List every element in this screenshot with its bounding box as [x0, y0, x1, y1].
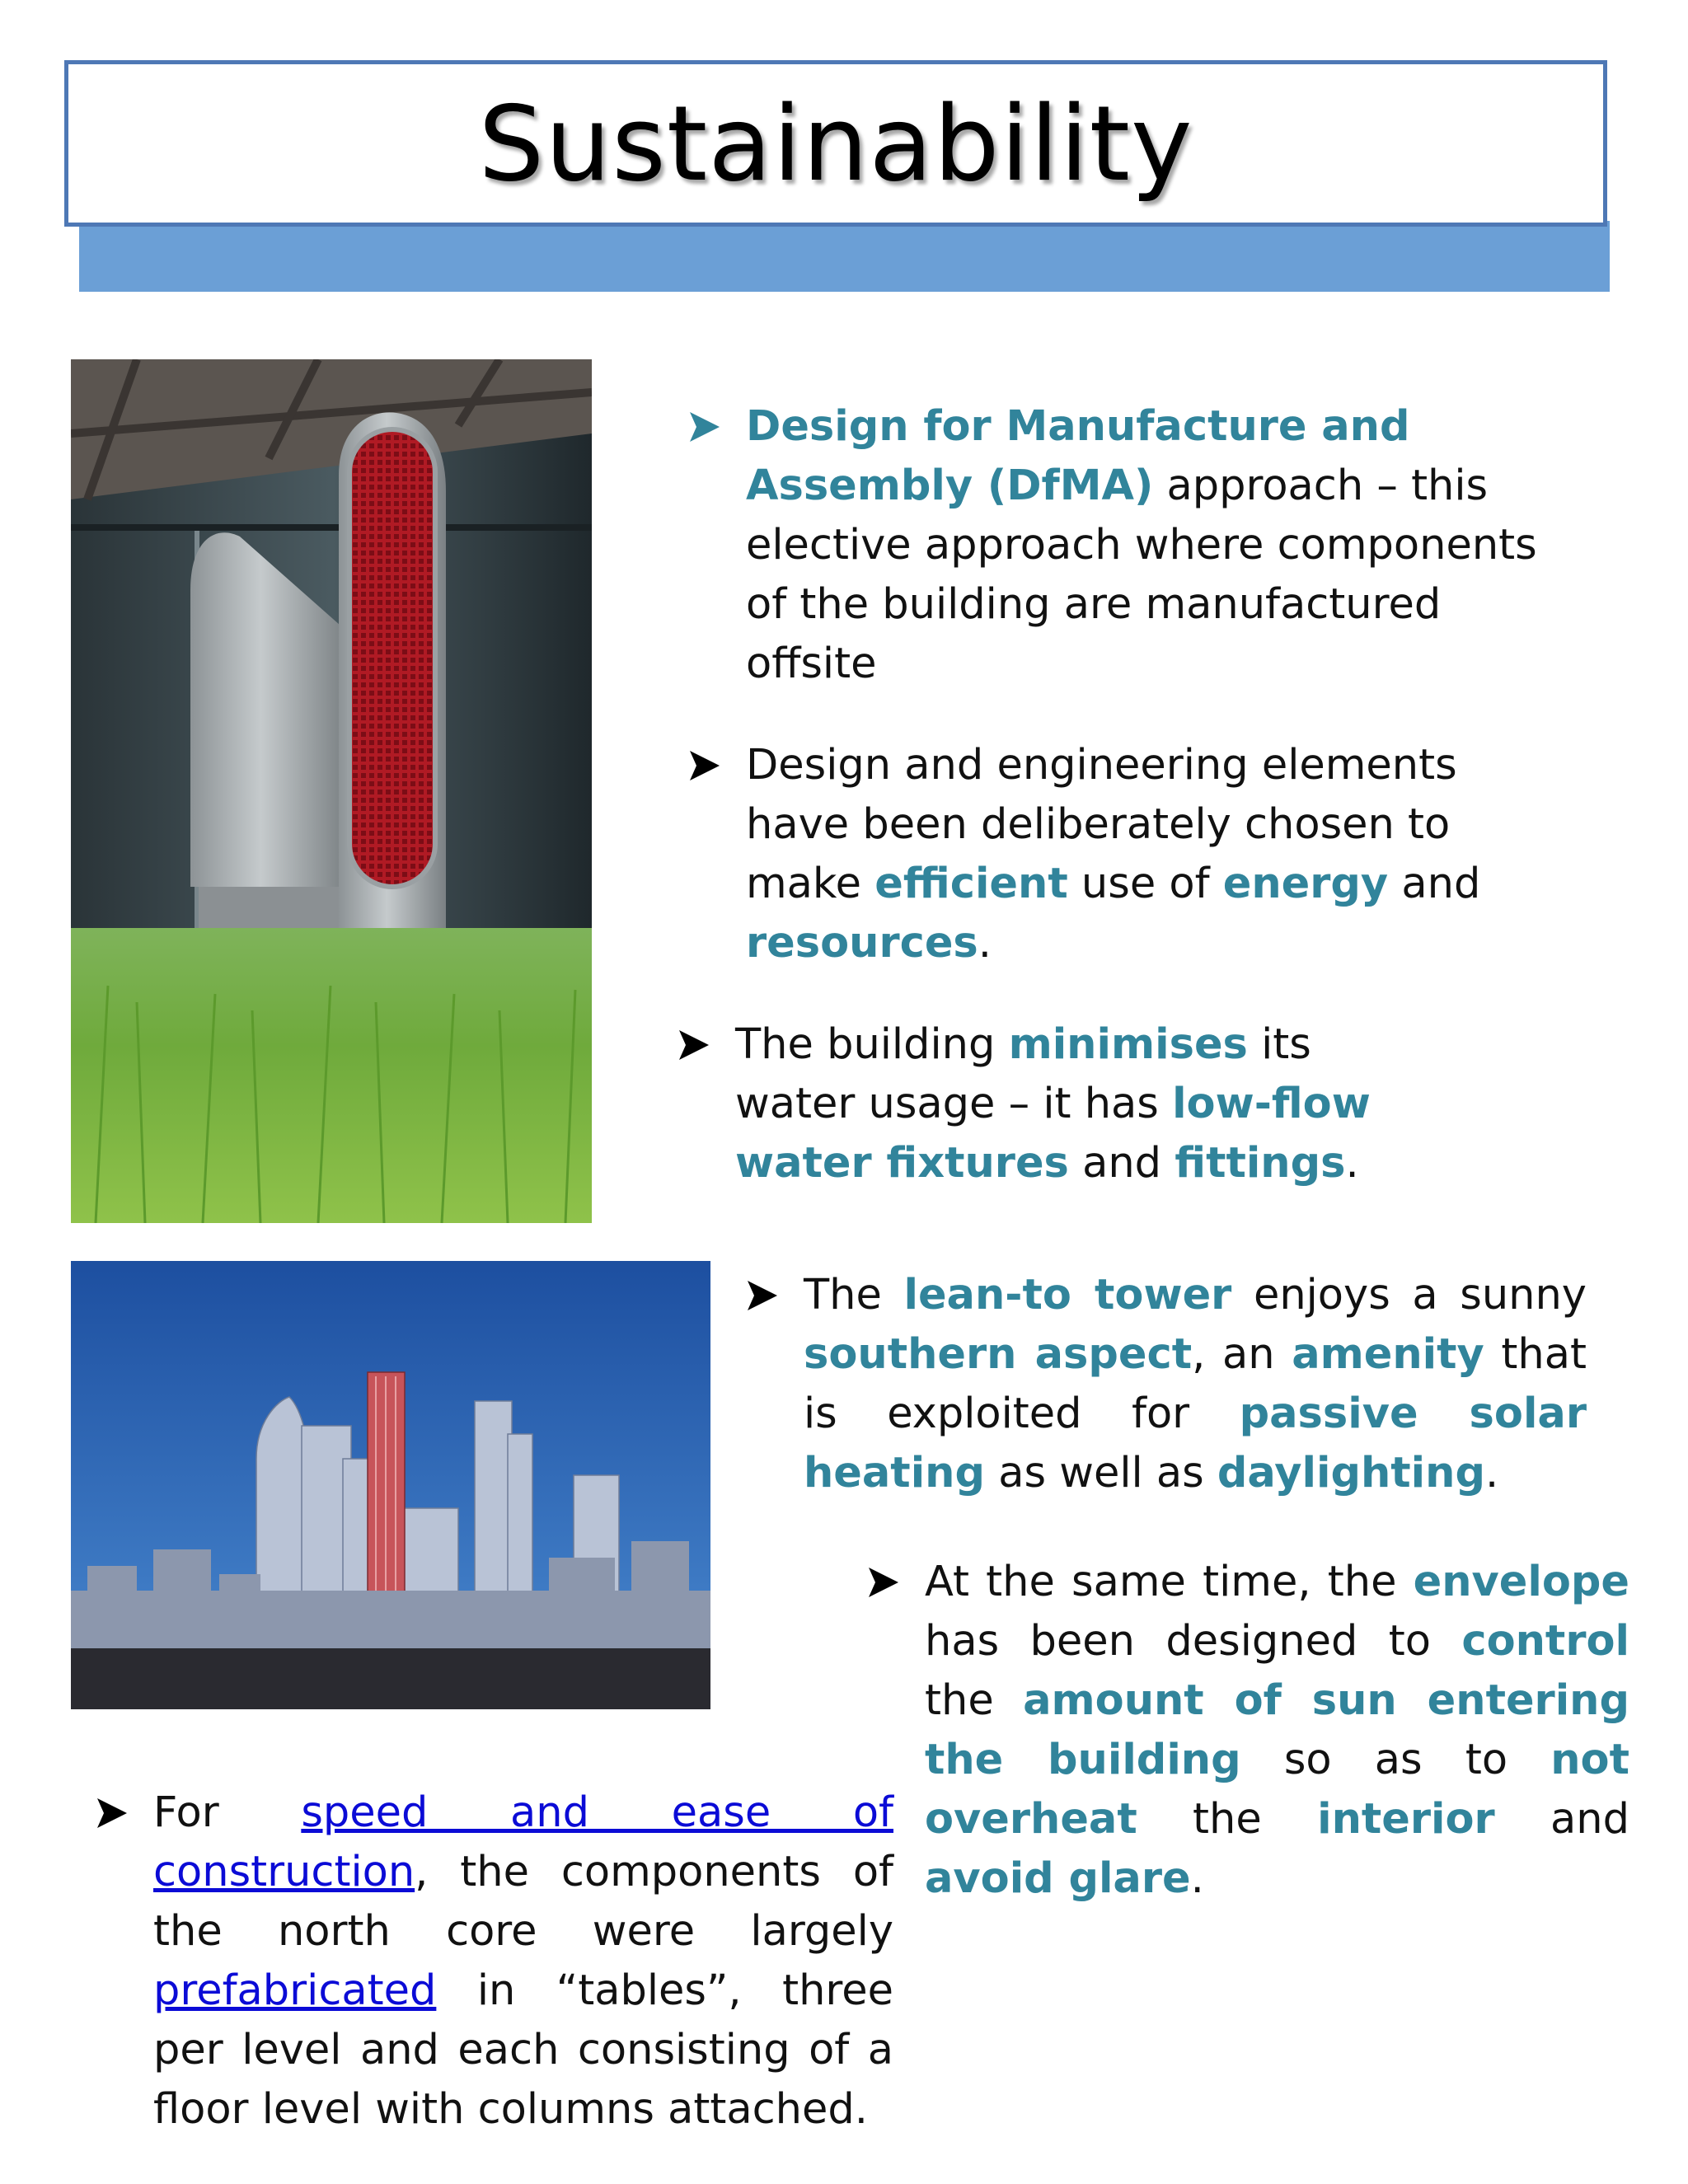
title-band	[79, 221, 1610, 292]
speed-construction-link[interactable]: speed and ease of construction	[153, 1788, 893, 1896]
page-title: Sustainability	[478, 82, 1193, 204]
bullet-construction: For speed and ease of construction, the components of the north core were largely prefabricated in “tables”, three per level and each consisting of a floor level with columns attached.	[153, 1783, 893, 2139]
bullet-dfma: Design for Manufacture and Assembly (DfMA) approach – this elective approach where components of the building are manufactured offsite	[746, 397, 1570, 694]
bullet-envelope: At the same time, the envelope has been designed to control the amount of sun entering the building so as to not overheat the interior and avoid glare.	[925, 1553, 1629, 1909]
bullet-water-usage: The building minimises its water usage – it has low-flow water fixtures and fittings.	[735, 1015, 1395, 1193]
arrowhead-bullet-icon	[676, 1015, 719, 1075]
ventilation-cowls-photo	[71, 359, 592, 1223]
title-box	[64, 60, 1607, 227]
arrowhead-bullet-icon	[744, 1266, 787, 1325]
bullet-lean-to-tower: The lean-to tower enjoys a sunny southern aspect, an amenity that is exploited for passive solar heating as well as daylighting.	[804, 1266, 1587, 1503]
city-model-photo	[71, 1261, 710, 1709]
arrowhead-bullet-icon	[687, 397, 729, 457]
prefabricated-link[interactable]: prefabricated	[153, 1966, 437, 2015]
bullet-design-engineering: Design and engineering elements have been deliberately chosen to make efficient use of energy and resources.	[746, 736, 1537, 973]
arrowhead-bullet-icon	[94, 1783, 137, 1843]
arrowhead-bullet-icon	[687, 736, 729, 795]
arrowhead-bullet-icon	[865, 1553, 908, 1612]
